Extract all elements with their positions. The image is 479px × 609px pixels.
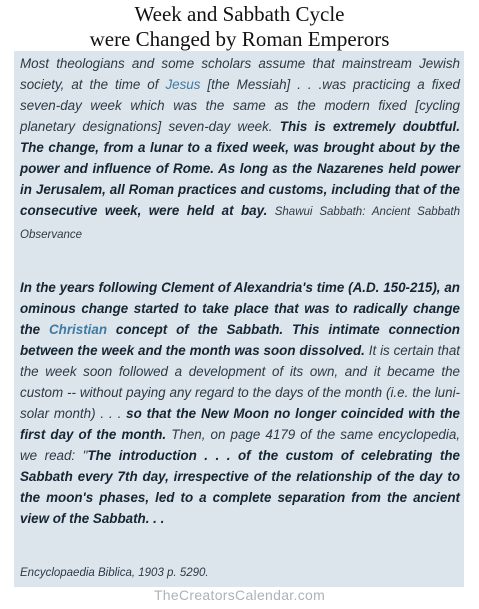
paragraph-1 [20,53,460,246]
p1-bold-text: This is extremely doubtful. The change, from a lunar to a fixed week, was brought about by the power and influence of Rome. As long as the Nazarenes held power in Jerusalem, all Roman practices and customs, including that of the consecutive week, were held at bay. [20,119,460,218]
p1-text-b: [the Messiah] . . .was practicing a fixed seven-day week which was the same as the modern fixed [cycling planetary designations] seven-day week. [20,77,460,134]
p2-bold-3: so that the New Moon no longer coincided with the first day of the month. [20,406,460,442]
jesus-link[interactable]: Jesus [165,77,201,92]
p2-bold-2: concept of the Sabbath. This intimate connection between the week and the month was soon dissolved. [20,322,460,358]
title-line-2: were Changed by Roman Emperors [89,27,390,51]
christian-link[interactable]: Christian [48,322,108,337]
p2-text-2: Then, on page 4179 of the same encyclopedia, we read: " [20,427,461,463]
p2-bold-4: The introduction . . . of the custom of celebrating the Sabbath every 7th day, irrespective of the relationship of the day to the moon's phases, led to a complete separation from the ancient view of the Sabbath. . . [20,448,460,526]
title-line-1: Week and Sabbath Cycle [134,2,345,26]
site-watermark: TheCreatorsCalendar.com [153,587,326,603]
page-title [0,2,479,52]
paragraph-2 [20,277,460,529]
p2-text-1: It is certain that the week soon followed a development of its own, and it became the custom -- without paying any regard to the days of the month (i.e. the luni-solar month) . . . [20,343,460,421]
p1-text-a: Most theologians and some scholars assume that mainstream Jewish society, at the time of [20,56,460,92]
p1-source: Shawui Sabbath: Ancient Sabbath Observance [20,206,460,241]
p2-source: Encyclopaedia Biblica, 1903 p. 5290. [20,567,209,579]
p2-bold-1: In the years following Clement of Alexandria's time (A.D. 150-215), an ominous change started to take place that was to radically change the [20,280,460,337]
